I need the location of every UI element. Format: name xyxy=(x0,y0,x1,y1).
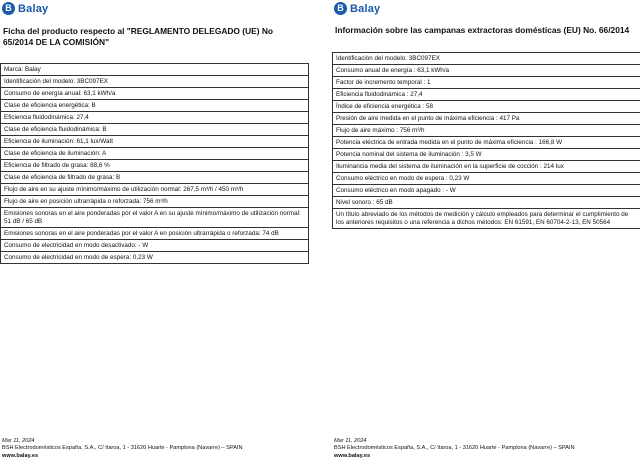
fiche-row: Emisiones sonoras en el aire ponderadas por el valor A en su ajuste mínimo/máximo de utilización normal: 51 dB / 65 dB xyxy=(1,208,308,228)
info-row: Consumo anual de energía : 63,1 kWh/a xyxy=(333,65,640,77)
info-row: Eficiencia fluidodinámica : 27,4 xyxy=(333,89,640,101)
info-row: Índice de eficiencia energética : 58 xyxy=(333,101,640,113)
info-row: Potencia eléctrica de entrada medida en el punto de máxima eficiencia : 166,8 W xyxy=(333,137,640,149)
info-row: Un título abreviado de los métodos de medición y cálculo empleados para determinar el cumplimiento de los anteriores requisitos o una referencia a dichos métodos: EN 61591, EN 60704-2-13, EN 50564 xyxy=(333,209,640,229)
fiche-row: Eficiencia fluidodinámica: 27,4 xyxy=(1,112,308,124)
hood-information-table xyxy=(332,52,640,229)
fiche-row: Emisiones sonoras en el aire ponderadas por el valor A en posición ultrarrápida o reforzada: 74 dB xyxy=(1,228,308,240)
left-page xyxy=(0,0,310,462)
balay-logo xyxy=(2,2,48,15)
fiche-row: Consumo de electricidad en modo desactivado: - W xyxy=(1,240,308,252)
fiche-row: Marca: Balay xyxy=(1,64,308,76)
info-row: Presión de aire medida en el punto de máxima eficiencia : 417 Pa xyxy=(333,113,640,125)
right-footer xyxy=(334,438,575,460)
info-row: Consumo eléctrico en modo de espera : 0,23 W xyxy=(333,173,640,185)
fiche-row: Clase de eficiencia de iluminación: A xyxy=(1,148,308,160)
footer-date: Mar 11, 2024 xyxy=(2,438,35,444)
balay-logo xyxy=(334,2,380,15)
fiche-row: Consumo de energía anual: 63,1 kWh/a xyxy=(1,88,308,100)
left-page-title: Ficha del producto respecto al "REGLAMENTO DELEGADO (UE) No 65/2014 DE LA COMISIÓN" xyxy=(3,26,273,47)
info-row: Identificación del modelo: 3BC097EX xyxy=(333,53,640,65)
footer-url: www.balay.es xyxy=(334,452,371,459)
fiche-row: Clase de eficiencia energética: B xyxy=(1,100,308,112)
product-fiche-table xyxy=(0,63,309,264)
fiche-row: Clase de eficiencia fluidodinámica: B xyxy=(1,124,308,136)
footer-date: Mar 11, 2024 xyxy=(334,438,367,444)
right-page xyxy=(332,0,640,462)
balay-logo-icon: B xyxy=(334,2,347,15)
fiche-row: Identificación del modelo: 3BC097EX xyxy=(1,76,308,88)
right-page-title: Información sobre las campanas extractoras domésticas (EU) No. 66/2014 xyxy=(335,25,630,35)
info-row: Potencia nominal del sistema de iluminación : 3,5 W xyxy=(333,149,640,161)
fiche-row: Eficiencia de filtrado de grasa: 88,6 % xyxy=(1,160,308,172)
balay-logo-text: Balay xyxy=(350,2,381,15)
info-row: Consumo eléctrico en modo apagado : - W xyxy=(333,185,640,197)
info-row: Nivel sonoro : 65 dB xyxy=(333,197,640,209)
info-row: Factor de incremento temporal : 1 xyxy=(333,77,640,89)
fiche-row: Consumo de electricidad en modo de espera: 0,23 W xyxy=(1,252,308,264)
balay-logo-icon: B xyxy=(2,2,15,15)
footer-company: BSH Electrodomésticos España, S.A., C/ Itaroa, 1 - 31620 Huarte - Pamplona (Navarre) – SPAIN xyxy=(2,445,243,452)
info-row: Iluminancia media del sistema de iluminación en la superficie de cocción : 214 lux xyxy=(333,161,640,173)
fiche-row: Eficiencia de iluminación: 61,1 lux/Watt xyxy=(1,136,308,148)
footer-company: BSH Electrodomésticos España, S.A., C/ Itaroa, 1 - 31620 Huarte - Pamplona (Navarre) – SPAIN xyxy=(334,445,575,452)
info-row: Flujo de aire máximo : 756 m³/h xyxy=(333,125,640,137)
fiche-row: Flujo de aire en su ajuste mínimo/máximo de utilización normal: 267,5 m³/h / 450 m³/h xyxy=(1,184,308,196)
fiche-row: Clase de eficiencia de filtrado de grasa: B xyxy=(1,172,308,184)
balay-logo-text: Balay xyxy=(18,2,49,15)
footer-url: www.balay.es xyxy=(2,452,39,459)
left-footer xyxy=(2,438,243,460)
fiche-row: Flujo de aire en posición ultrarrápida o reforzada: 756 m³/h xyxy=(1,196,308,208)
